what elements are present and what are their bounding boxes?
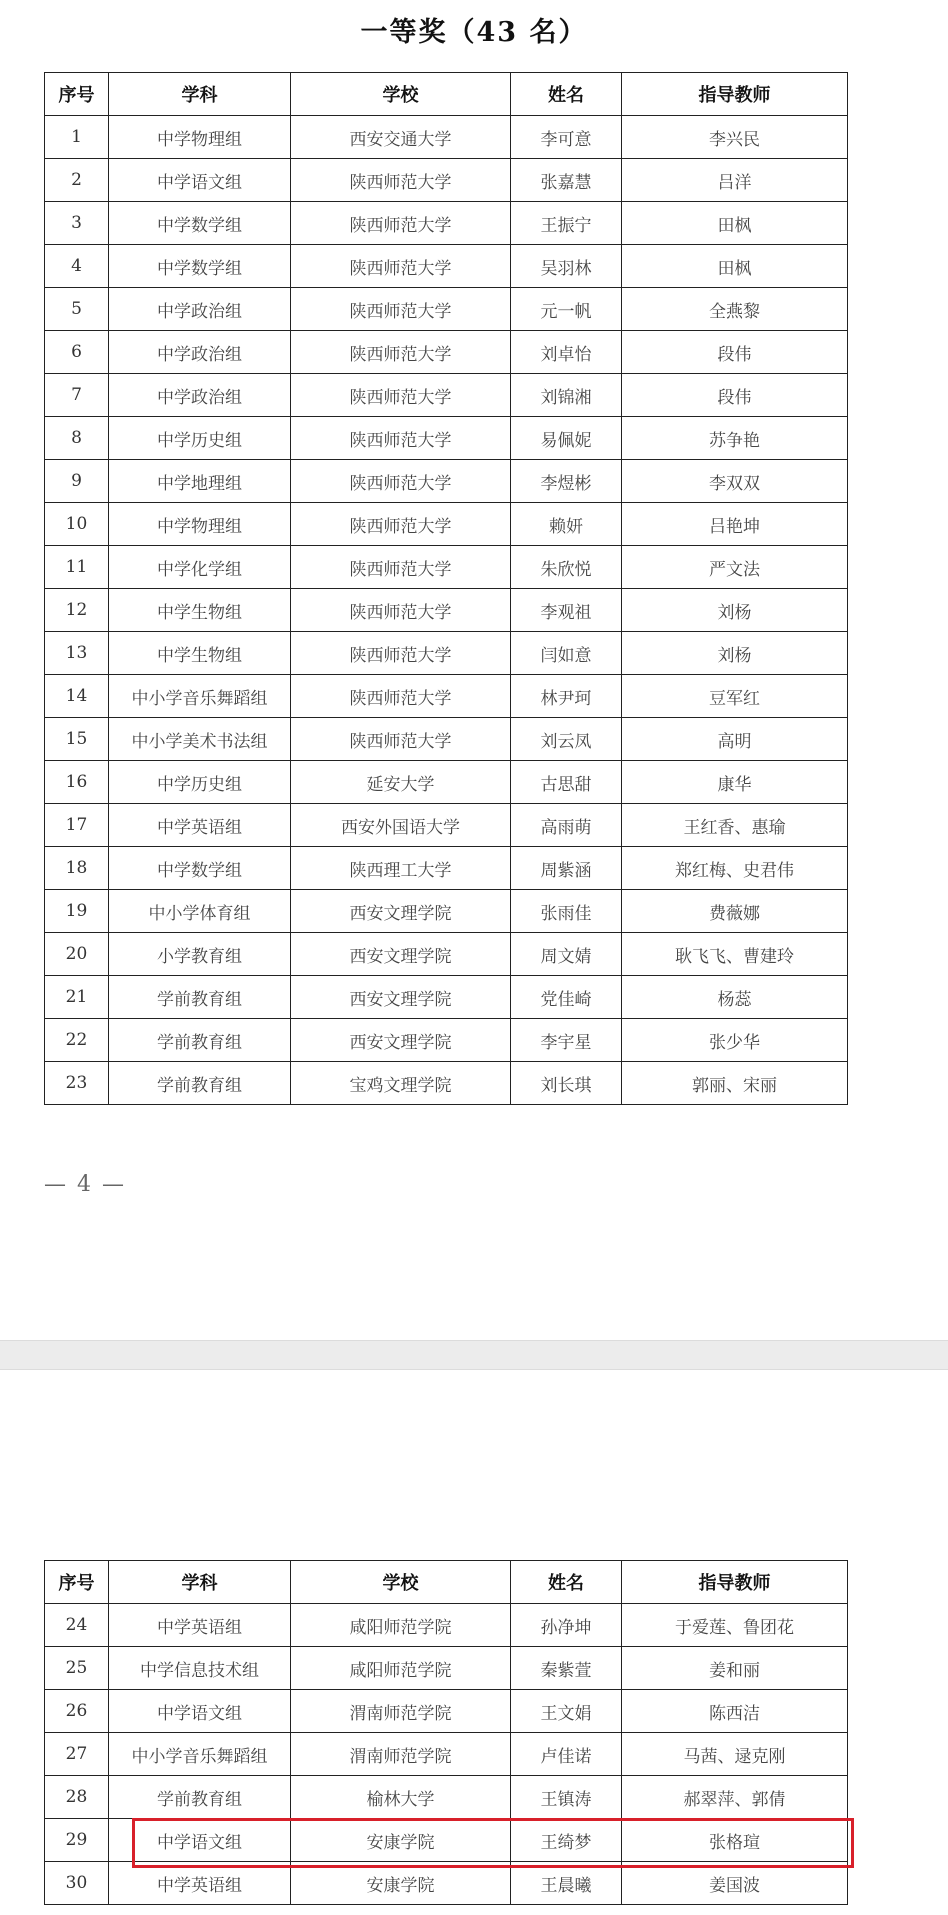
cell-subject: 中学数学组 [109, 245, 291, 288]
cell-name: 朱欣悦 [511, 546, 622, 589]
cell-school: 西安文理学院 [291, 1019, 511, 1062]
table-row [45, 1647, 848, 1690]
table-row [45, 589, 848, 632]
cell-advisor: 吕洋 [622, 159, 848, 202]
cell-index: 30 [45, 1862, 109, 1905]
header-index: 序号 [45, 73, 109, 116]
cell-name: 王绮梦 [511, 1819, 622, 1862]
cell-subject: 中小学体育组 [109, 890, 291, 933]
cell-subject: 中学化学组 [109, 546, 291, 589]
cell-school: 陕西师范大学 [291, 288, 511, 331]
cell-subject: 中学英语组 [109, 804, 291, 847]
table-row [45, 632, 848, 675]
table-row [45, 804, 848, 847]
cell-name: 古思甜 [511, 761, 622, 804]
cell-advisor: 郝翠萍、郭倩 [622, 1776, 848, 1819]
cell-name: 刘锦湘 [511, 374, 622, 417]
cell-index: 27 [45, 1733, 109, 1776]
cell-subject: 中小学音乐舞蹈组 [109, 675, 291, 718]
cell-index: 13 [45, 632, 109, 675]
cell-name: 李煜彬 [511, 460, 622, 503]
table-row [45, 933, 848, 976]
cell-advisor: 段伟 [622, 374, 848, 417]
award-table-page-5 [44, 1560, 848, 1905]
cell-name: 卢佳诺 [511, 1733, 622, 1776]
cell-subject: 中学物理组 [109, 503, 291, 546]
table-row [45, 718, 848, 761]
cell-school: 陕西师范大学 [291, 460, 511, 503]
cell-school: 安康学院 [291, 1819, 511, 1862]
cell-index: 16 [45, 761, 109, 804]
cell-index: 4 [45, 245, 109, 288]
cell-advisor: 王红香、惠瑜 [622, 804, 848, 847]
cell-school: 陕西师范大学 [291, 374, 511, 417]
cell-index: 14 [45, 675, 109, 718]
cell-school: 咸阳师范学院 [291, 1647, 511, 1690]
cell-advisor: 李双双 [622, 460, 848, 503]
table-row [45, 1776, 848, 1819]
cell-index: 9 [45, 460, 109, 503]
table-row [45, 245, 848, 288]
cell-subject: 中学数学组 [109, 202, 291, 245]
table-row [45, 1733, 848, 1776]
cell-subject: 中学英语组 [109, 1862, 291, 1905]
table-row [45, 202, 848, 245]
cell-index: 10 [45, 503, 109, 546]
cell-name: 张雨佳 [511, 890, 622, 933]
cell-index: 17 [45, 804, 109, 847]
cell-name: 王振宁 [511, 202, 622, 245]
cell-school: 西安外国语大学 [291, 804, 511, 847]
table-row [45, 976, 848, 1019]
cell-advisor: 郑红梅、史君伟 [622, 847, 848, 890]
cell-school: 西安交通大学 [291, 116, 511, 159]
cell-subject: 中小学音乐舞蹈组 [109, 1733, 291, 1776]
cell-school: 陕西师范大学 [291, 202, 511, 245]
cell-subject: 中学英语组 [109, 1604, 291, 1647]
cell-index: 1 [45, 116, 109, 159]
table-row [45, 1819, 848, 1862]
cell-index: 15 [45, 718, 109, 761]
cell-school: 陕西师范大学 [291, 331, 511, 374]
cell-name: 易佩妮 [511, 417, 622, 460]
header-index: 序号 [45, 1561, 109, 1604]
cell-advisor: 康华 [622, 761, 848, 804]
cell-name: 赖妍 [511, 503, 622, 546]
award-table-page-4 [44, 72, 848, 1105]
cell-index: 6 [45, 331, 109, 374]
cell-index: 22 [45, 1019, 109, 1062]
cell-school: 陕西师范大学 [291, 675, 511, 718]
cell-index: 12 [45, 589, 109, 632]
cell-subject: 学前教育组 [109, 1019, 291, 1062]
table-row [45, 331, 848, 374]
cell-advisor: 于爱莲、鲁团花 [622, 1604, 848, 1647]
cell-advisor: 吕艳坤 [622, 503, 848, 546]
cell-name: 张嘉慧 [511, 159, 622, 202]
cell-name: 秦紫萱 [511, 1647, 622, 1690]
cell-school: 咸阳师范学院 [291, 1604, 511, 1647]
cell-school: 宝鸡文理学院 [291, 1062, 511, 1105]
cell-name: 刘长琪 [511, 1062, 622, 1105]
cell-name: 党佳崎 [511, 976, 622, 1019]
cell-subject: 中学地理组 [109, 460, 291, 503]
cell-subject: 中学历史组 [109, 417, 291, 460]
cell-name: 周文婧 [511, 933, 622, 976]
cell-school: 渭南师范学院 [291, 1733, 511, 1776]
cell-subject: 小学教育组 [109, 933, 291, 976]
cell-subject: 学前教育组 [109, 1776, 291, 1819]
cell-school: 陕西师范大学 [291, 503, 511, 546]
cell-subject: 中学生物组 [109, 632, 291, 675]
cell-subject: 中学信息技术组 [109, 1647, 291, 1690]
cell-advisor: 田枫 [622, 202, 848, 245]
table-row [45, 890, 848, 933]
cell-school: 陕西师范大学 [291, 632, 511, 675]
cell-name: 闫如意 [511, 632, 622, 675]
cell-subject: 学前教育组 [109, 976, 291, 1019]
table-row [45, 503, 848, 546]
page-separator [0, 1340, 948, 1370]
table-row [45, 159, 848, 202]
cell-name: 刘云凤 [511, 718, 622, 761]
cell-advisor: 李兴民 [622, 116, 848, 159]
header-school: 学校 [291, 73, 511, 116]
cell-name: 林尹珂 [511, 675, 622, 718]
cell-subject: 中学物理组 [109, 116, 291, 159]
cell-school: 陕西师范大学 [291, 159, 511, 202]
award-title: 一等奖（43 名） [360, 17, 588, 48]
cell-advisor: 全燕黎 [622, 288, 848, 331]
table-row [45, 288, 848, 331]
cell-index: 29 [45, 1819, 109, 1862]
cell-index: 2 [45, 159, 109, 202]
cell-school: 陕西师范大学 [291, 417, 511, 460]
cell-school: 西安文理学院 [291, 890, 511, 933]
cell-index: 19 [45, 890, 109, 933]
cell-advisor: 刘杨 [622, 589, 848, 632]
cell-advisor: 郭丽、宋丽 [622, 1062, 848, 1105]
cell-subject: 中学政治组 [109, 331, 291, 374]
cell-name: 王镇涛 [511, 1776, 622, 1819]
cell-school: 陕西师范大学 [291, 546, 511, 589]
table-row [45, 546, 848, 589]
cell-school: 西安文理学院 [291, 933, 511, 976]
cell-name: 元一帆 [511, 288, 622, 331]
cell-advisor: 高明 [622, 718, 848, 761]
cell-index: 23 [45, 1062, 109, 1105]
table-row [45, 1690, 848, 1733]
table-header-row [45, 73, 848, 116]
cell-advisor: 费薇娜 [622, 890, 848, 933]
cell-school: 陕西理工大学 [291, 847, 511, 890]
table-row [45, 1019, 848, 1062]
header-name: 姓名 [511, 73, 622, 116]
cell-advisor: 刘杨 [622, 632, 848, 675]
cell-advisor: 姜和丽 [622, 1647, 848, 1690]
cell-index: 20 [45, 933, 109, 976]
cell-index: 11 [45, 546, 109, 589]
header-subject: 学科 [109, 1561, 291, 1604]
table-row [45, 1604, 848, 1647]
cell-advisor: 杨蕊 [622, 976, 848, 1019]
cell-advisor: 姜国波 [622, 1862, 848, 1905]
cell-advisor: 陈西洁 [622, 1690, 848, 1733]
cell-name: 李可意 [511, 116, 622, 159]
header-name: 姓名 [511, 1561, 622, 1604]
cell-advisor: 张格瑄 [622, 1819, 848, 1862]
cell-subject: 中学生物组 [109, 589, 291, 632]
table-row [45, 847, 848, 890]
cell-name: 李宇星 [511, 1019, 622, 1062]
table-row [45, 116, 848, 159]
cell-school: 西安文理学院 [291, 976, 511, 1019]
cell-subject: 中学历史组 [109, 761, 291, 804]
cell-school: 陕西师范大学 [291, 245, 511, 288]
cell-school: 渭南师范学院 [291, 1690, 511, 1733]
cell-subject: 中小学美术书法组 [109, 718, 291, 761]
table-header-row [45, 1561, 848, 1604]
cell-index: 25 [45, 1647, 109, 1690]
cell-name: 孙净坤 [511, 1604, 622, 1647]
cell-subject: 中学语文组 [109, 159, 291, 202]
table-row [45, 460, 848, 503]
cell-index: 26 [45, 1690, 109, 1733]
cell-school: 榆林大学 [291, 1776, 511, 1819]
table-row [45, 675, 848, 718]
cell-index: 5 [45, 288, 109, 331]
cell-subject: 中学语文组 [109, 1690, 291, 1733]
cell-subject: 中学政治组 [109, 288, 291, 331]
cell-school: 安康学院 [291, 1862, 511, 1905]
page-number: — 4 — [44, 1172, 126, 1197]
cell-advisor: 严文法 [622, 546, 848, 589]
cell-school: 陕西师范大学 [291, 718, 511, 761]
cell-name: 高雨萌 [511, 804, 622, 847]
cell-subject: 中学语文组 [109, 1819, 291, 1862]
cell-advisor: 豆军红 [622, 675, 848, 718]
header-subject: 学科 [109, 73, 291, 116]
cell-index: 3 [45, 202, 109, 245]
table-row [45, 1062, 848, 1105]
cell-name: 吴羽林 [511, 245, 622, 288]
cell-advisor: 田枫 [622, 245, 848, 288]
table-row [45, 374, 848, 417]
cell-name: 周紫涵 [511, 847, 622, 890]
cell-name: 刘卓怡 [511, 331, 622, 374]
cell-advisor: 张少华 [622, 1019, 848, 1062]
cell-index: 28 [45, 1776, 109, 1819]
cell-index: 24 [45, 1604, 109, 1647]
cell-school: 延安大学 [291, 761, 511, 804]
cell-school: 陕西师范大学 [291, 589, 511, 632]
header-school: 学校 [291, 1561, 511, 1604]
table-row [45, 1862, 848, 1905]
cell-subject: 学前教育组 [109, 1062, 291, 1105]
cell-name: 李观祖 [511, 589, 622, 632]
cell-advisor: 苏争艳 [622, 417, 848, 460]
cell-advisor: 马茜、逯克刚 [622, 1733, 848, 1776]
header-advisor: 指导教师 [622, 73, 848, 116]
header-advisor: 指导教师 [622, 1561, 848, 1604]
cell-advisor: 耿飞飞、曹建玲 [622, 933, 848, 976]
cell-subject: 中学数学组 [109, 847, 291, 890]
table-row [45, 417, 848, 460]
table-row [45, 761, 848, 804]
cell-index: 18 [45, 847, 109, 890]
cell-index: 21 [45, 976, 109, 1019]
cell-index: 7 [45, 374, 109, 417]
cell-subject: 中学政治组 [109, 374, 291, 417]
cell-name: 王文娟 [511, 1690, 622, 1733]
cell-index: 8 [45, 417, 109, 460]
cell-advisor: 段伟 [622, 331, 848, 374]
cell-name: 王晨曦 [511, 1862, 622, 1905]
